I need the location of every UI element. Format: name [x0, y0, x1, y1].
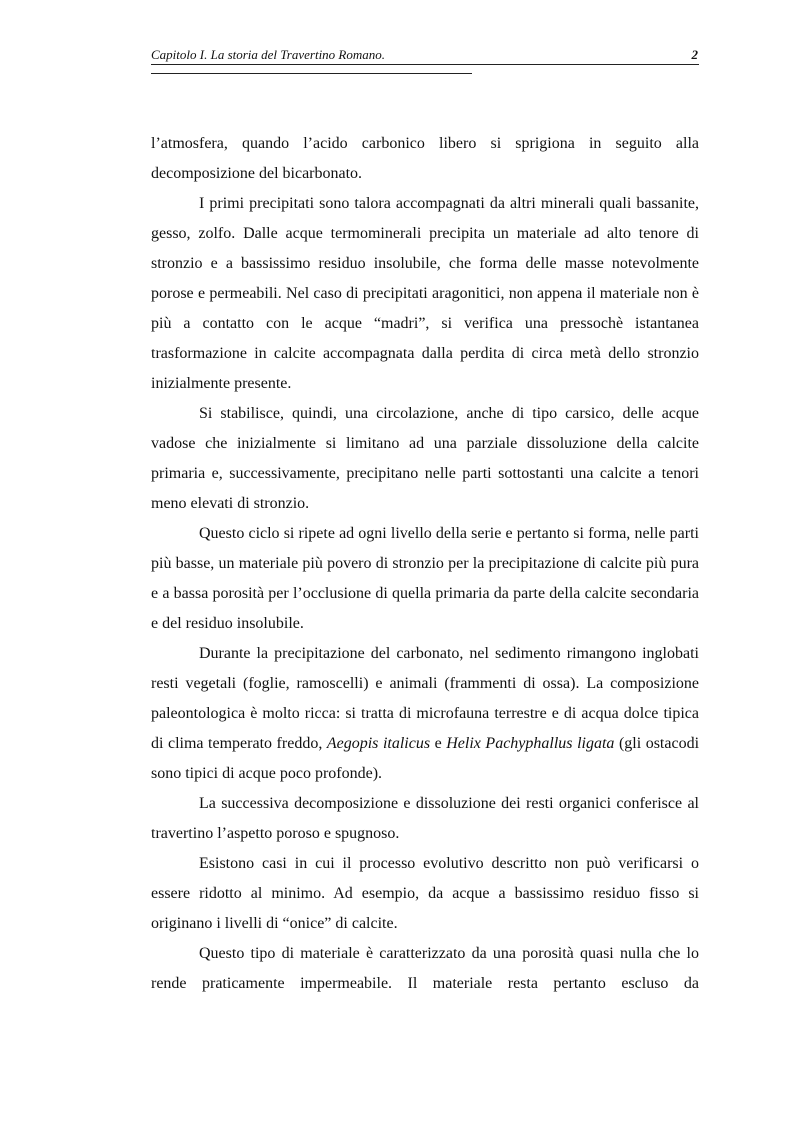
paragraph-text: e	[430, 735, 447, 752]
paragraph: Esistono casi in cui il processo evolutivo descritto non può verificarsi o essere ridotto al minimo. Ad esempio, da acque a bassissimo residuo fisso si originano i livelli di “onice” di calcite.	[151, 855, 699, 932]
paragraph: Questo ciclo si ripete ad ogni livello della serie e pertanto si forma, nelle parti più basse, un materiale più povero di stronzio per la precipitazione di calcite più pura e a bassa porosità per l’occlusione di quella primaria da parte della calcite secondaria e del residuo insolubile.	[151, 525, 699, 632]
paragraph: I primi precipitati sono talora accompagnati da altri minerali quali bassanite, gesso, zolfo. Dalle acque termominerali precipita un materiale ad alto tenore di stronzio e a bassissimo residuo insolubile, che forma delle masse notevolmente porose e permeabili. Nel caso di precipitati aragonitici, non appena il materiale non è più a contatto con le acque “madri”, si verifica una pressochè istantanea trasformazione in calcite accompagnata dalla perdita di circa metà dello stronzio inizialmente presente.	[151, 195, 699, 392]
body-text	[151, 129, 699, 999]
species-name: Aegopis italicus	[326, 735, 431, 752]
paragraph: Si stabilisce, quindi, una circolazione, anche di tipo carsico, delle acque vadose che inizialmente si limitano ad una parziale dissoluzione della calcite primaria e, successivamente, precipitano nelle parti sottostanti una calcite a tenori meno elevati di stronzio.	[151, 405, 699, 512]
page-header	[151, 46, 699, 65]
paragraph	[151, 639, 699, 789]
paragraph: l’atmosfera, quando l’acido carbonico libero si sprigiona in seguito alla decomposizione del bicarbonato.	[151, 135, 699, 182]
paragraph: Questo tipo di materiale è caratterizzato da una porosità quasi nulla che lo rende praticamente impermeabile. Il materiale resta pertanto escluso da	[151, 945, 699, 992]
paragraph-text: Durante la precipitazione del carbonato, nel sedimento rimangono inglobati resti vegetali (foglie, ramoscelli) e animali (frammenti di ossa). La composizione paleontologica è molto ricca: si tratta di microfauna terrestre e di acqua dolce tipica di clima temperato freddo,	[151, 645, 699, 752]
paragraph-text: (gli ostacodi sono tipici di acque poco profonde).	[151, 735, 700, 782]
chapter-title: Capitolo I. La storia del Travertino Romano.	[151, 47, 386, 62]
species-name: Helix Pachyphallus ligata	[446, 735, 615, 752]
page-number: 2	[691, 47, 698, 62]
paragraph: La successiva decomposizione e dissoluzione dei resti organici conferisce al travertino l’aspetto poroso e spugnoso.	[151, 795, 699, 842]
header-divider	[151, 73, 472, 74]
